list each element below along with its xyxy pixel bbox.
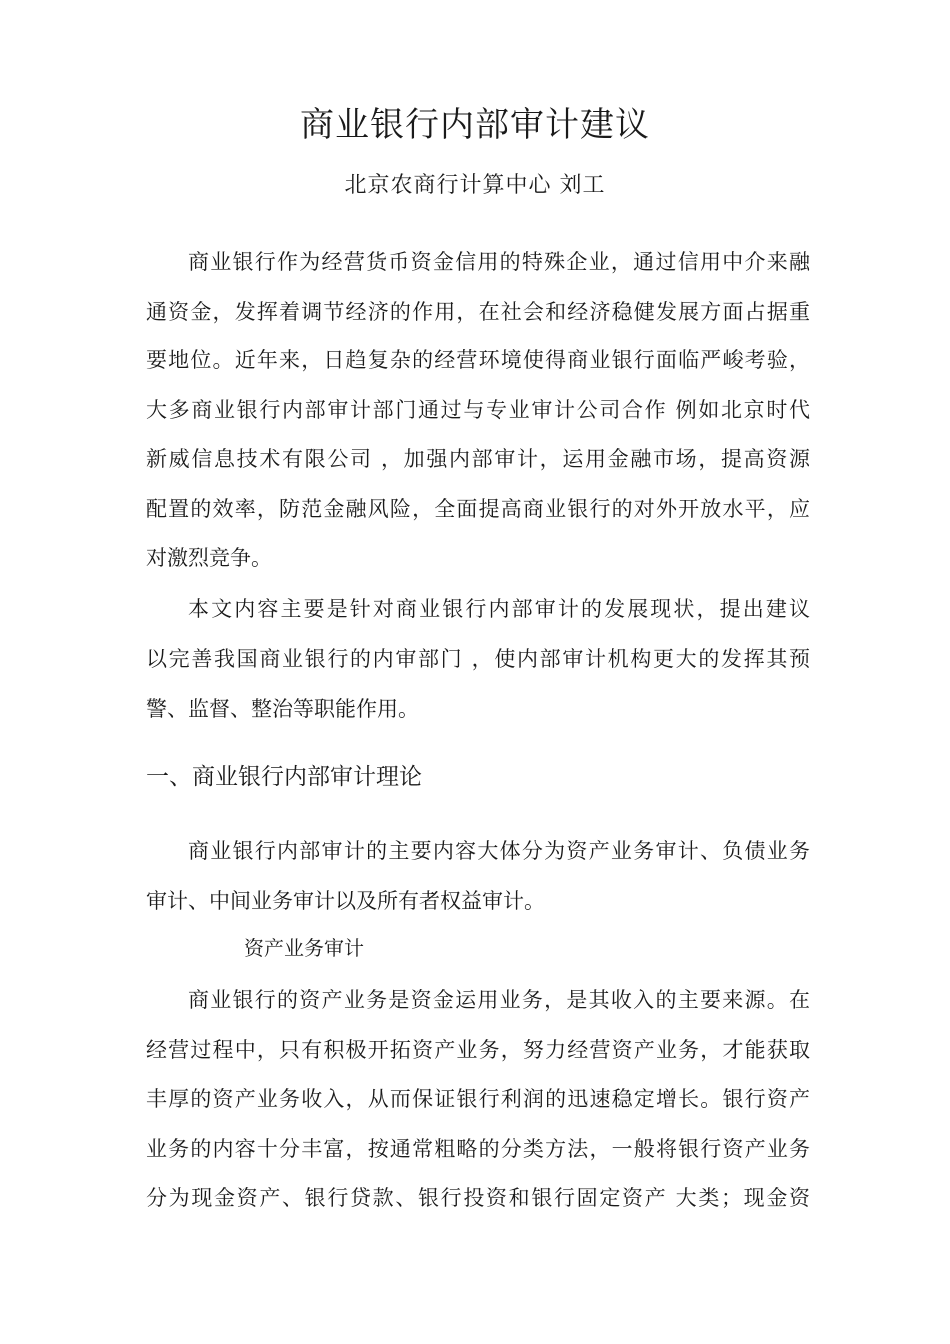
section-heading: 一、商业银行内部审计理论	[146, 764, 422, 790]
paragraph-line: 对激烈竞争。	[146, 546, 272, 570]
paragraph-line: 通资金，发挥着调节经济的作用，在社会和经济稳健发展方面占据重	[146, 300, 810, 324]
paragraph-line: 警、监督、整治等职能作用。	[146, 697, 419, 721]
paragraph-line: 新威信息技术有限公司 ，加强内部审计，运用金融市场，提高资源	[146, 447, 810, 471]
paragraph-line: 审计、中间业务审计以及所有者权益审计。	[146, 889, 545, 913]
paragraph-line: 业务的内容十分丰富，按通常粗略的分类方法，一般将银行资产业务	[146, 1137, 810, 1161]
paragraph-line: 商业银行内部审计的主要内容大体分为资产业务审计、负债业务	[188, 839, 810, 863]
paragraph-line: 商业银行作为经营货币资金信用的特殊企业，通过信用中介来融	[188, 250, 810, 274]
subsection-heading: 资产业务审计	[244, 936, 364, 960]
paragraph-line: 丰厚的资产业务收入，从而保证银行利润的迅速稳定增长。银行资产	[146, 1087, 810, 1111]
document-author: 北京农商行计算中心 刘工	[344, 173, 606, 198]
paragraph-line: 要地位。近年来，日趋复杂的经营环境使得商业银行面临严峻考验，	[146, 348, 810, 372]
paragraph-line: 大多商业银行内部审计部门通过与专业审计公司合作 例如北京时代	[146, 398, 810, 422]
paragraph-line: 商业银行的资产业务是资金运用业务，是其收入的主要来源。在	[188, 988, 810, 1012]
paragraph-line: 经营过程中，只有积极开拓资产业务，努力经营资产业务，才能获取	[146, 1038, 810, 1062]
paragraph-line: 以完善我国商业银行的内审部门 ，使内部审计机构更大的发挥其预	[146, 647, 810, 671]
paragraph-line: 配置的效率，防范金融风险，全面提高商业银行的对外开放水平，应	[146, 497, 810, 521]
document-title: 商业银行内部审计建议	[300, 105, 650, 145]
paragraph-line: 本文内容主要是针对商业银行内部审计的发展现状，提出建议	[188, 597, 810, 621]
paragraph-line: 分为现金资产、银行贷款、银行投资和银行固定资产 大类；现金资	[146, 1186, 810, 1210]
